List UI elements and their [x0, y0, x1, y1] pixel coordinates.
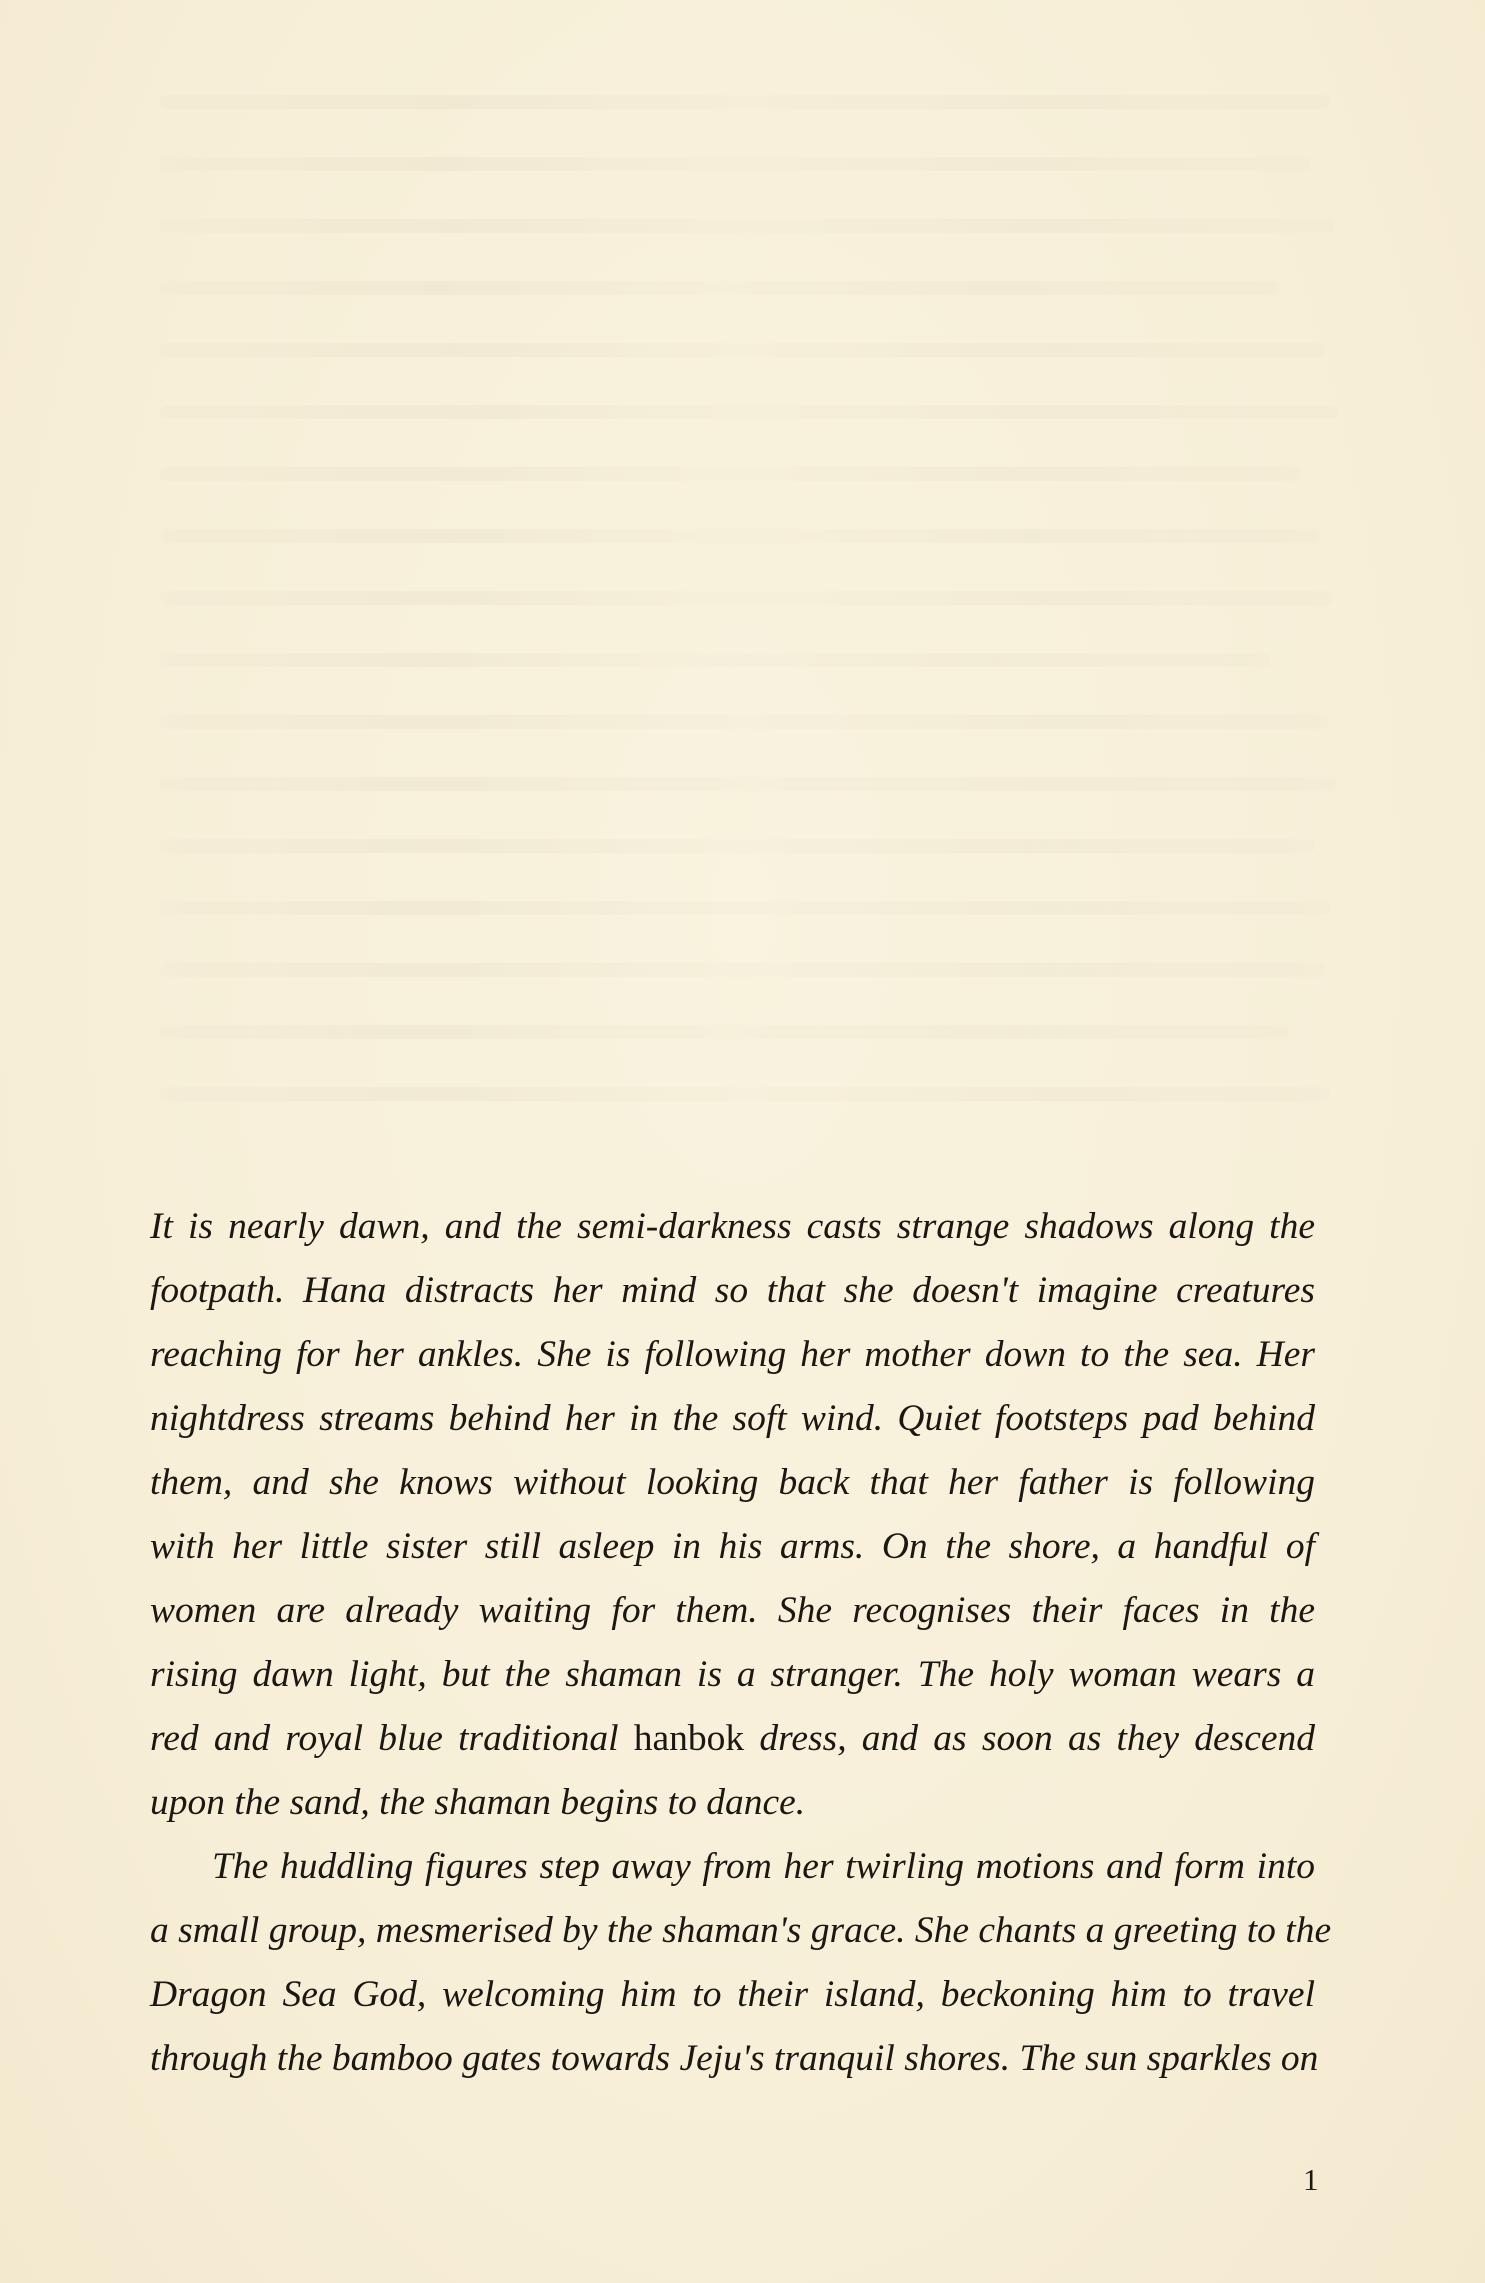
body-text — [150, 1195, 1332, 2091]
text-line: It is nearly dawn, and the semi-darkness casts strange shadows along the — [150, 1206, 1315, 1247]
text-line: red and royal blue traditional hanbok dress, and as soon as they descend — [150, 1718, 1315, 1759]
text-line: them, and she knows without looking back that her father is following — [150, 1462, 1315, 1503]
text-line: women are already waiting for them. She recognises their faces in the — [150, 1590, 1315, 1631]
text-line: through the bamboo gates towards Jeju's tranquil shores. The sun sparkles on — [150, 2038, 1319, 2079]
text-line: reaching for her ankles. She is following her mother down to the sea. Her — [150, 1334, 1315, 1375]
page-number: 1 — [1303, 2162, 1319, 2197]
text-line: with her little sister still asleep in his arms. On the shore, a handful of — [150, 1526, 1315, 1567]
text-line: nightdress streams behind her in the soft wind. Quiet footsteps pad behind — [150, 1398, 1315, 1439]
text-line: a small group, mesmerised by the shaman's grace. She chants a greeting to the — [150, 1910, 1332, 1951]
text-line: rising dawn light, but the shaman is a stranger. The holy woman wears a — [150, 1654, 1315, 1695]
text-line: Dragon Sea God, welcoming him to their island, beckoning him to travel — [150, 1974, 1315, 2015]
bleed-through-text — [160, 95, 1340, 1185]
paragraph-1 — [150, 1195, 1315, 1835]
text-line: footpath. Hana distracts her mind so that she doesn't imagine creatures — [150, 1270, 1315, 1311]
paragraph-2 — [150, 1835, 1332, 2091]
text-line: upon the sand, the shaman begins to dance. — [150, 1782, 806, 1823]
text-line: The huddling figures step away from her twirling motions and form into — [212, 1846, 1315, 1887]
roman-word-hanbok: hanbok — [633, 1718, 745, 1759]
